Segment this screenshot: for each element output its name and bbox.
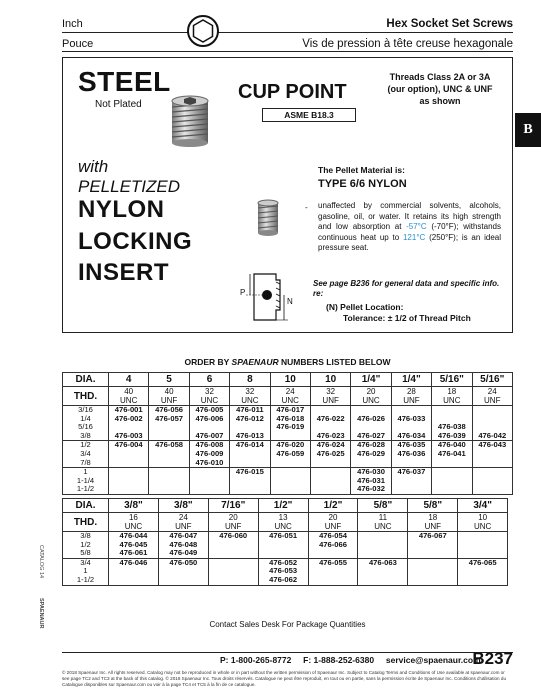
length-sizes: 3/8 1/2 5/8 bbox=[63, 532, 109, 559]
part-number-cell[interactable]: 476-050 bbox=[158, 558, 208, 585]
diagram-label-p: P bbox=[240, 288, 246, 297]
thd-label: THD. bbox=[63, 513, 109, 532]
order-title-brand: SPAENAUR bbox=[231, 357, 279, 367]
side-brand: SPAENAUR bbox=[38, 598, 44, 629]
threads-info: Threads Class 2A or 3A (our option), UNC & UNF as shown bbox=[387, 72, 493, 106]
hex-socket-icon bbox=[186, 14, 220, 48]
legal-text: © 2018 Spaenaur Inc. All rights reserved. Catalog may not be reproduced in whole or in part without the written permission of Spaenaur Inc. Subject to Catalog Terms and Conditions of Use available at spaenaur.com or see page TC2 and TC3 at the back of this catalog. © 2018 Spaenaur Inc. Tous droits réservés. Catalogue ne peut être reproduit, en tout ou en partie, sans la permission écrite de Spaenaur Inc. Conditions d'utilisation du Catalogue disponibles sur Spaenaur.com ou voir à la page TC4 et TC5 à la fin de ce catalogue. bbox=[62, 670, 507, 687]
part-number-cell[interactable]: 476-063 bbox=[358, 558, 408, 585]
header-title-fr: Vis de pression à tête creuse hexagonale bbox=[302, 38, 513, 50]
part-number-cell[interactable] bbox=[408, 558, 458, 585]
header-divider bbox=[62, 32, 513, 33]
part-number-cell[interactable]: 476-055 bbox=[308, 558, 358, 585]
part-number-cell[interactable]: 476-060 bbox=[208, 532, 258, 559]
thread-header: 24 UNF bbox=[158, 513, 208, 532]
footer-note: Contact Sales Desk For Package Quantities bbox=[209, 620, 366, 629]
dia-header: 5/16" bbox=[472, 373, 512, 387]
side-catalog: CATALOG 14 bbox=[38, 545, 44, 579]
bullet-dash: - bbox=[305, 203, 308, 212]
dia-header: 1/2" bbox=[308, 499, 358, 513]
part-number-cell[interactable]: 476-004 bbox=[109, 441, 149, 468]
dia-header: 3/8" bbox=[109, 499, 159, 513]
length-sizes: 1 1-1/4 1-1/2 bbox=[63, 468, 109, 495]
thread-header: 20 UNC bbox=[351, 387, 391, 406]
part-number-cell[interactable] bbox=[270, 468, 310, 495]
table-filler bbox=[508, 558, 513, 585]
insert-title: INSERT bbox=[78, 259, 170, 286]
dia-header: 3/8" bbox=[158, 499, 208, 513]
thread-header: 18 UNF bbox=[408, 513, 458, 532]
part-number-cell[interactable]: 476-022 476-023 bbox=[310, 406, 350, 441]
part-number-cell[interactable]: 476-042 bbox=[472, 406, 512, 441]
thread-header: 18 UNC bbox=[432, 387, 472, 406]
table-row bbox=[63, 406, 513, 441]
pellet-material-label: The Pellet Material is: bbox=[318, 165, 405, 175]
part-number-cell[interactable] bbox=[189, 468, 229, 495]
part-number-cell[interactable]: 476-014 bbox=[230, 441, 270, 468]
thd-label: THD. bbox=[63, 387, 109, 406]
finish-label: Not Plated bbox=[95, 99, 142, 110]
thread-header: 24 UNF bbox=[472, 387, 512, 406]
order-title bbox=[62, 357, 513, 367]
dia-header: 3/4" bbox=[458, 499, 508, 513]
part-number-cell[interactable]: 476-015 bbox=[230, 468, 270, 495]
dia-header: 1/4" bbox=[391, 373, 431, 387]
part-number-cell[interactable]: 476-052 476-053 476-062 bbox=[258, 558, 308, 585]
table-filler bbox=[508, 499, 513, 513]
section-tab[interactable]: B bbox=[515, 113, 541, 147]
page-number: B237 bbox=[472, 649, 513, 668]
table-filler bbox=[508, 513, 513, 532]
part-number-cell[interactable]: 476-047 476-048 476-049 bbox=[158, 532, 208, 559]
dia-header: 5 bbox=[149, 373, 189, 387]
material-title: STEEL bbox=[78, 66, 171, 97]
header-pouce: Pouce bbox=[62, 38, 94, 50]
pellet-material: TYPE 6/6 NYLON bbox=[318, 178, 407, 190]
part-number-cell[interactable]: 476-005 476-006 476-007 bbox=[189, 406, 229, 441]
part-number-cell[interactable]: 476-065 bbox=[458, 558, 508, 585]
temp-low: -57°C bbox=[406, 222, 427, 231]
contact-fax: F: 1-888-252-6380 bbox=[303, 655, 375, 665]
dia-header: 10 bbox=[310, 373, 350, 387]
part-number-cell[interactable] bbox=[472, 468, 512, 495]
table-row bbox=[63, 441, 513, 468]
contact-email[interactable]: service@spaenaur.com bbox=[385, 655, 481, 665]
part-number-cell[interactable]: 476-020 476-059 bbox=[270, 441, 310, 468]
tolerance-label: Tolerance: ± 1/2 of Thread Pitch bbox=[343, 313, 471, 323]
desc-part-a: unaffected by commercial solvents, alcohols, gasoline, oil, or water. It retains its high strength and low absorption at bbox=[318, 201, 501, 231]
length-sizes: 1/2 3/4 7/8 bbox=[63, 441, 109, 468]
part-number-cell[interactable]: 476-046 bbox=[109, 558, 159, 585]
footer-divider bbox=[62, 652, 513, 653]
contact-phone: P: 1-800-265-8772 bbox=[220, 655, 292, 665]
order-title-b: NUMBERS LISTED BELOW bbox=[278, 357, 391, 367]
dia-label: DIA. bbox=[63, 499, 109, 513]
temp-high: 121°C bbox=[402, 232, 426, 242]
see-page-note: See page B236 for general data and specific info. re: bbox=[313, 279, 500, 298]
part-number-cell[interactable] bbox=[149, 468, 189, 495]
part-number-cell[interactable]: 476-011 476-012 476-013 bbox=[230, 406, 270, 441]
desc-part-b: (-70°F); withstands continuous heat up to bbox=[318, 222, 501, 242]
pellet-location-diagram bbox=[236, 268, 302, 324]
dia-header: 4 bbox=[109, 373, 149, 387]
dia-header: 10 bbox=[270, 373, 310, 387]
part-number-cell[interactable]: 476-040 476-041 bbox=[432, 441, 472, 468]
dia-header: 5/16" bbox=[432, 373, 472, 387]
table-row bbox=[63, 532, 513, 559]
set-screw-illustration bbox=[166, 93, 214, 149]
order-title-a: ORDER BY bbox=[184, 357, 232, 367]
thread-header: 16 UNC bbox=[109, 513, 159, 532]
dia-header: 5/8" bbox=[358, 499, 408, 513]
part-number-cell[interactable]: 476-067 bbox=[408, 532, 458, 559]
part-number-cell[interactable]: 476-030 476-031 476-032 bbox=[351, 468, 391, 495]
thread-header: 40 UNC bbox=[109, 387, 149, 406]
desc-part-c: (250°F); is an ideal pressure seat. bbox=[318, 232, 501, 252]
length-sizes: 3/16 1/4 5/16 3/8 bbox=[63, 406, 109, 441]
header-divider-2 bbox=[62, 51, 513, 52]
contact-line bbox=[220, 655, 481, 665]
thread-header: 24 UNC bbox=[270, 387, 310, 406]
part-number-cell[interactable]: 476-037 bbox=[391, 468, 431, 495]
part-number-cell[interactable]: 476-035 476-036 bbox=[391, 441, 431, 468]
part-number-cell[interactable]: 476-043 bbox=[472, 441, 512, 468]
with-label: with bbox=[78, 157, 109, 176]
part-number-cell[interactable]: 476-001 476-002 476-003 bbox=[109, 406, 149, 441]
parts-table-table1 bbox=[62, 372, 513, 495]
dia-label: DIA. bbox=[63, 373, 109, 387]
part-number-cell[interactable] bbox=[458, 532, 508, 559]
point-title: CUP POINT bbox=[238, 81, 347, 103]
thread-header: 32 UNC bbox=[230, 387, 270, 406]
part-number-cell[interactable]: 476-044 476-045 476-061 bbox=[109, 532, 159, 559]
part-number-cell[interactable] bbox=[432, 468, 472, 495]
part-number-cell[interactable]: 476-058 bbox=[149, 441, 189, 468]
part-number-cell[interactable]: 476-056 476-057 bbox=[149, 406, 189, 441]
diagram-label-n: N bbox=[287, 297, 293, 306]
thread-header: 13 UNC bbox=[258, 513, 308, 532]
thread-header: 20 UNF bbox=[308, 513, 358, 532]
standard-badge: ASME B18.3 bbox=[262, 108, 356, 122]
thread-header: 32 UNF bbox=[310, 387, 350, 406]
thread-header: 11 UNC bbox=[358, 513, 408, 532]
pellet-location-label: (N) Pellet Location: bbox=[326, 302, 404, 312]
header-inch: Inch bbox=[62, 18, 83, 30]
dia-header: 6 bbox=[189, 373, 229, 387]
table-filler bbox=[508, 532, 513, 559]
table-row bbox=[63, 468, 513, 495]
dia-header: 7/16" bbox=[208, 499, 258, 513]
part-number-cell[interactable]: 476-026 476-027 bbox=[351, 406, 391, 441]
part-number-cell[interactable] bbox=[109, 468, 149, 495]
dia-header: 8 bbox=[230, 373, 270, 387]
part-number-cell[interactable]: 476-017 476-018 476-019 bbox=[270, 406, 310, 441]
header-title-en: Hex Socket Set Screws bbox=[386, 18, 513, 30]
table-row bbox=[63, 558, 513, 585]
part-number-cell[interactable]: 476-024 476-025 bbox=[310, 441, 350, 468]
pellet-description bbox=[318, 201, 501, 254]
part-number-cell[interactable] bbox=[358, 532, 408, 559]
part-number-cell[interactable]: 476-038 476-039 bbox=[432, 406, 472, 441]
thread-header: 40 UNF bbox=[149, 387, 189, 406]
thread-header: 28 UNF bbox=[391, 387, 431, 406]
part-number-cell[interactable]: 476-033 476-034 bbox=[391, 406, 431, 441]
thread-header: 32 UNC bbox=[189, 387, 229, 406]
part-number-cell[interactable]: 476-028 476-029 bbox=[351, 441, 391, 468]
length-sizes: 3/4 1 1-1/2 bbox=[63, 558, 109, 585]
dia-header: 5/8" bbox=[408, 499, 458, 513]
thread-header: 10 UNC bbox=[458, 513, 508, 532]
part-number-cell[interactable]: 476-054 476-066 bbox=[308, 532, 358, 559]
part-number-cell[interactable] bbox=[208, 558, 258, 585]
thread-header: 20 UNF bbox=[208, 513, 258, 532]
nylon-title: NYLON bbox=[78, 196, 165, 223]
part-number-cell[interactable] bbox=[310, 468, 350, 495]
pellet-screw-illustration bbox=[255, 198, 281, 238]
locking-title: LOCKING bbox=[78, 228, 193, 255]
dia-header: 1/2" bbox=[258, 499, 308, 513]
part-number-cell[interactable]: 476-051 bbox=[258, 532, 308, 559]
pelletized-label: PELLETIZED bbox=[78, 177, 181, 196]
part-number-cell[interactable]: 476-008 476-009 476-010 bbox=[189, 441, 229, 468]
dia-header: 1/4" bbox=[351, 373, 391, 387]
parts-table-table2 bbox=[62, 498, 513, 586]
